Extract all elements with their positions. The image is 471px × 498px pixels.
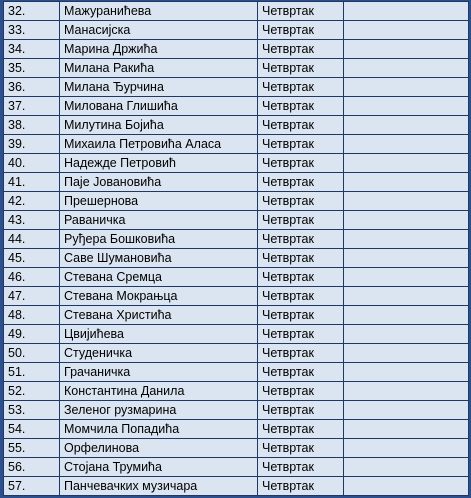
note-cell <box>344 477 469 496</box>
street-name: Надежде Петровић <box>60 154 258 173</box>
note-cell <box>344 116 469 135</box>
street-name: Момчила Попадића <box>60 420 258 439</box>
table-row <box>4 268 469 287</box>
collection-day: Четвртак <box>258 306 344 325</box>
note-cell <box>344 211 469 230</box>
street-name: Манасијска <box>60 21 258 40</box>
collection-day: Четвртак <box>258 78 344 97</box>
table-row <box>4 287 469 306</box>
street-name: Студеничка <box>60 344 258 363</box>
table-row <box>4 2 469 21</box>
street-name: Панчевачких музичара <box>60 477 258 496</box>
table-row <box>4 154 469 173</box>
row-number: 44. <box>4 230 60 249</box>
row-number: 51. <box>4 363 60 382</box>
table-row <box>4 21 469 40</box>
row-number: 35. <box>4 59 60 78</box>
street-name: Стевана Христића <box>60 306 258 325</box>
table-row <box>4 420 469 439</box>
collection-day: Четвртак <box>258 420 344 439</box>
table-row <box>4 382 469 401</box>
street-name: Милована Глишића <box>60 97 258 116</box>
street-name: Зеленог рузмарина <box>60 401 258 420</box>
street-name: Стевана Сремца <box>60 268 258 287</box>
table-row <box>4 59 469 78</box>
table-row <box>4 477 469 496</box>
table-row <box>4 211 469 230</box>
table-row <box>4 306 469 325</box>
note-cell <box>344 21 469 40</box>
street-name: Стевана Мокрањца <box>60 287 258 306</box>
street-name: Милана Ђурчина <box>60 78 258 97</box>
street-name: Паје Јовановића <box>60 173 258 192</box>
collection-day: Четвртак <box>258 2 344 21</box>
collection-day: Четвртак <box>258 154 344 173</box>
row-number: 52. <box>4 382 60 401</box>
table-row <box>4 192 469 211</box>
table-row <box>4 439 469 458</box>
note-cell <box>344 173 469 192</box>
note-cell <box>344 154 469 173</box>
table-row <box>4 249 469 268</box>
collection-day: Четвртак <box>258 230 344 249</box>
table-row <box>4 40 469 59</box>
collection-day: Четвртак <box>258 249 344 268</box>
row-number: 45. <box>4 249 60 268</box>
note-cell <box>344 306 469 325</box>
note-cell <box>344 230 469 249</box>
street-name: Милана Ракића <box>60 59 258 78</box>
street-name: Стојана Трумића <box>60 458 258 477</box>
collection-day: Четвртак <box>258 21 344 40</box>
table-row <box>4 135 469 154</box>
collection-day: Четвртак <box>258 344 344 363</box>
street-name: Мажуранићева <box>60 2 258 21</box>
note-cell <box>344 192 469 211</box>
street-name: Раваничка <box>60 211 258 230</box>
note-cell <box>344 2 469 21</box>
collection-day: Четвртак <box>258 192 344 211</box>
note-cell <box>344 249 469 268</box>
table-row <box>4 458 469 477</box>
row-number: 48. <box>4 306 60 325</box>
note-cell <box>344 401 469 420</box>
collection-day: Четвртак <box>258 325 344 344</box>
row-number: 47. <box>4 287 60 306</box>
collection-day: Четвртак <box>258 458 344 477</box>
table-row <box>4 344 469 363</box>
row-number: 36. <box>4 78 60 97</box>
note-cell <box>344 363 469 382</box>
table-row <box>4 401 469 420</box>
collection-day: Четвртак <box>258 382 344 401</box>
collection-day: Четвртак <box>258 477 344 496</box>
table-row <box>4 97 469 116</box>
street-name: Саве Шумановића <box>60 249 258 268</box>
row-number: 33. <box>4 21 60 40</box>
note-cell <box>344 78 469 97</box>
note-cell <box>344 344 469 363</box>
row-number: 56. <box>4 458 60 477</box>
street-name: Орфелинова <box>60 439 258 458</box>
row-number: 42. <box>4 192 60 211</box>
row-number: 55. <box>4 439 60 458</box>
collection-day: Четвртак <box>258 97 344 116</box>
row-number: 54. <box>4 420 60 439</box>
collection-day: Четвртак <box>258 40 344 59</box>
collection-day: Четвртак <box>258 287 344 306</box>
row-number: 50. <box>4 344 60 363</box>
row-number: 46. <box>4 268 60 287</box>
row-number: 34. <box>4 40 60 59</box>
row-number: 39. <box>4 135 60 154</box>
table-row <box>4 363 469 382</box>
street-name: Марина Држића <box>60 40 258 59</box>
collection-day: Четвртак <box>258 211 344 230</box>
collection-day: Четвртак <box>258 363 344 382</box>
table-row <box>4 116 469 135</box>
street-name: Михаила Петровића Аласа <box>60 135 258 154</box>
note-cell <box>344 458 469 477</box>
street-name: Цвијићева <box>60 325 258 344</box>
note-cell <box>344 287 469 306</box>
note-cell <box>344 135 469 154</box>
street-schedule-table <box>3 1 469 496</box>
street-name: Константина Данила <box>60 382 258 401</box>
street-name: Руђера Бошковића <box>60 230 258 249</box>
table-row <box>4 230 469 249</box>
note-cell <box>344 439 469 458</box>
street-name: Грачаничка <box>60 363 258 382</box>
collection-day: Четвртак <box>258 173 344 192</box>
row-number: 32. <box>4 2 60 21</box>
table-row <box>4 78 469 97</box>
row-number: 38. <box>4 116 60 135</box>
collection-day: Четвртак <box>258 135 344 154</box>
collection-day: Четвртак <box>258 401 344 420</box>
row-number: 43. <box>4 211 60 230</box>
collection-day: Четвртак <box>258 59 344 78</box>
row-number: 49. <box>4 325 60 344</box>
table-body <box>4 2 469 496</box>
note-cell <box>344 420 469 439</box>
note-cell <box>344 59 469 78</box>
note-cell <box>344 97 469 116</box>
row-number: 57. <box>4 477 60 496</box>
collection-day: Четвртак <box>258 439 344 458</box>
note-cell <box>344 325 469 344</box>
row-number: 41. <box>4 173 60 192</box>
table-row <box>4 173 469 192</box>
row-number: 37. <box>4 97 60 116</box>
street-name: Милутина Бојића <box>60 116 258 135</box>
row-number: 53. <box>4 401 60 420</box>
row-number: 40. <box>4 154 60 173</box>
table-row <box>4 325 469 344</box>
street-name: Прешернова <box>60 192 258 211</box>
collection-day: Четвртак <box>258 268 344 287</box>
collection-day: Четвртак <box>258 116 344 135</box>
note-cell <box>344 382 469 401</box>
note-cell <box>344 40 469 59</box>
note-cell <box>344 268 469 287</box>
